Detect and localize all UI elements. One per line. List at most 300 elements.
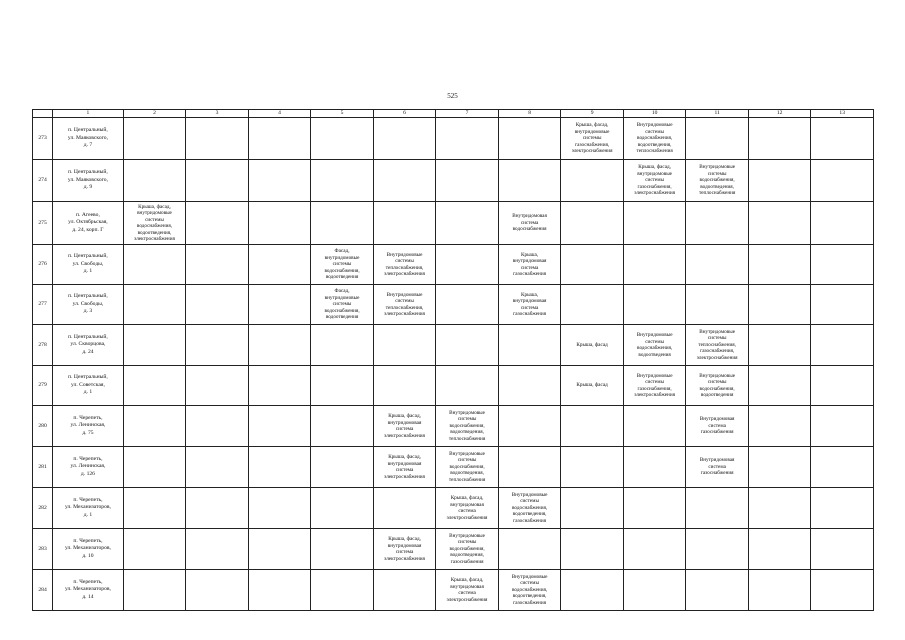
work-cell-col-3: [186, 118, 249, 160]
column-header-2: 2: [123, 110, 186, 118]
work-cell-col-2: [123, 202, 186, 245]
column-header-3: 3: [186, 110, 249, 118]
work-text-line: внутридомовые: [324, 294, 360, 301]
work-cell-col-11: [686, 160, 749, 202]
work-text-line: водоснабжения,: [699, 385, 735, 392]
work-text-line: Внутридомовая: [699, 457, 735, 464]
work-text-line: Внутридомовые: [511, 491, 548, 498]
work-cell-col-9: [561, 285, 624, 325]
work-text-line: системы: [145, 216, 164, 223]
work-text-line: водоотведения,: [700, 183, 734, 190]
work-text-line: водоснабжения: [512, 226, 547, 233]
work-cell-col-6: [373, 202, 436, 245]
table-row: [33, 447, 874, 488]
work-cell-col-7: [436, 529, 499, 570]
table-row: [33, 160, 874, 202]
work-text-line: водоснабжения,: [512, 504, 548, 511]
address-line: п. Центральный,: [68, 374, 108, 381]
work-cell-col-12: [748, 118, 811, 160]
work-cell-col-8: [498, 285, 561, 325]
work-cell-col-8: [498, 570, 561, 611]
work-text-line: Крыша, фасад: [576, 382, 608, 389]
work-text-line: водоснабжения,: [449, 545, 485, 552]
address-line: ул. Скворцова,: [70, 341, 106, 348]
address-cell: [53, 325, 124, 366]
column-header-6: 6: [373, 110, 436, 118]
address-line: д. 7: [83, 142, 93, 149]
work-text-line: Крыша, фасад,: [575, 122, 609, 129]
work-text-line: водоотведения: [638, 351, 671, 358]
address-line: п. Агеево,: [76, 211, 100, 218]
table-row: [33, 245, 874, 285]
work-cell-col-13: [811, 325, 874, 366]
work-cell-col-4: [248, 366, 311, 406]
table-body: [33, 118, 874, 611]
work-cell-col-6: [373, 406, 436, 447]
work-text-line: водоснабжения,: [512, 586, 548, 593]
work-cell-col-13: [811, 447, 874, 488]
work-text-line: водоснабжения,: [699, 177, 735, 184]
work-cell-col-6: [373, 366, 436, 406]
address-line: д. 9: [83, 184, 93, 191]
address-line: п. Черепеть,: [73, 537, 103, 544]
work-cell-col-11: [686, 406, 749, 447]
work-text-line: системы: [645, 379, 664, 385]
address-line: п. Центральный,: [68, 333, 108, 340]
work-text-line: системы: [582, 135, 602, 142]
work-text-line: водоотведения,: [450, 429, 484, 436]
work-cell-col-4: [248, 245, 311, 285]
work-text-line: Внутридомовые: [699, 328, 736, 335]
work-text-line: газоснабжения: [513, 599, 546, 606]
work-cell-col-5: [311, 325, 374, 366]
work-text-line: система: [520, 264, 539, 271]
work-text-line: водоснабжения,: [324, 267, 360, 274]
address-line: п. Черепеть,: [73, 496, 103, 503]
work-cell-col-8: [498, 325, 561, 366]
work-text-line: Внутридомовые: [636, 332, 673, 338]
address-cell: [53, 160, 124, 202]
column-header-12: 12: [748, 110, 811, 118]
row-number: 281: [33, 447, 53, 488]
column-header-13: 13: [811, 110, 874, 118]
work-text-line: электроснабжения: [696, 354, 738, 361]
address-cell: [53, 447, 124, 488]
address-line: ул. Свободы,: [72, 260, 104, 267]
work-cell-col-3: [186, 160, 249, 202]
work-cell-col-4: [248, 118, 311, 160]
work-cell-col-9: [561, 488, 624, 529]
column-header-4: 4: [248, 110, 311, 118]
work-cell-col-6: [373, 447, 436, 488]
work-cell-col-2: [123, 529, 186, 570]
work-text-line: Внутридомовые: [636, 372, 673, 379]
table-row: [33, 570, 874, 611]
address-line: ул. Механизаторов,: [64, 586, 111, 593]
work-cell-col-8: [498, 447, 561, 488]
work-text-line: Крыша, фасад,: [388, 536, 421, 542]
work-cell-col-2: [123, 488, 186, 529]
work-cell-col-11: [686, 488, 749, 529]
address-line: д. 126: [80, 470, 95, 477]
work-text-line: системы: [395, 258, 414, 264]
work-cell-col-8: [498, 406, 561, 447]
work-cell-col-8: [498, 160, 561, 202]
work-cell-col-8: [498, 118, 561, 160]
work-cell-col-5: [311, 447, 374, 488]
work-cell-col-13: [811, 570, 874, 611]
work-cell-col-2: [123, 160, 186, 202]
table-row: [33, 202, 874, 245]
work-text-line: Внутридомовая: [512, 213, 547, 220]
work-cell-col-12: [748, 160, 811, 202]
work-cell-col-10: [623, 160, 686, 202]
address-line: п. Черепеть,: [73, 414, 103, 421]
work-cell-col-4: [248, 406, 311, 447]
work-text-line: системы: [707, 170, 727, 177]
work-cell-col-7: [436, 366, 499, 406]
work-text-line: теплоснабжения: [448, 476, 486, 483]
work-cell-col-9: [561, 160, 624, 202]
work-cell-col-3: [186, 447, 249, 488]
work-text-line: системы: [645, 128, 664, 135]
address-line: п. Черепеть,: [73, 455, 103, 462]
work-cell-col-2: [123, 285, 186, 325]
address-cell: [53, 529, 124, 570]
work-cell-col-10: [623, 488, 686, 529]
work-text-line: Крыша,: [521, 251, 539, 258]
work-cell-col-5: [311, 529, 374, 570]
work-cell-col-10: [623, 570, 686, 611]
work-cell-col-11: [686, 245, 749, 285]
work-cell-col-5: [311, 570, 374, 611]
work-cell-col-8: [498, 488, 561, 529]
work-text-line: теплоснабжения,: [385, 264, 424, 271]
work-text-line: водоотведения,: [137, 229, 172, 236]
work-cell-col-5: [311, 285, 374, 325]
work-cell-col-12: [748, 285, 811, 325]
work-cell-col-9: [561, 447, 624, 488]
work-text-line: водоснабжения,: [136, 223, 173, 229]
work-cell-col-11: [686, 570, 749, 611]
work-text-line: системы: [332, 261, 352, 268]
address-line: д. 24: [82, 348, 94, 355]
work-cell-col-10: [623, 202, 686, 245]
work-cell-col-7: [436, 406, 499, 447]
work-text-line: газоснабжения: [513, 311, 546, 317]
work-text-line: Крыша, фасад,: [450, 495, 484, 501]
address-line: д. 1: [83, 511, 93, 518]
work-text-line: системы: [707, 379, 727, 385]
row-number: 280: [33, 406, 53, 447]
work-text-line: Внутридомовые: [699, 372, 736, 379]
work-text-line: электроснабжения: [384, 473, 425, 480]
work-text-line: внутридомовые: [637, 170, 672, 177]
work-text-line: Внутридомовые: [449, 532, 485, 539]
work-cell-col-9: [561, 202, 624, 245]
row-number: 284: [33, 570, 53, 611]
work-cell-col-5: [311, 366, 374, 406]
work-cell-col-12: [748, 202, 811, 245]
work-text-line: водоотведения: [325, 314, 359, 321]
table-row: [33, 118, 874, 160]
work-text-line: внутридомовые: [137, 210, 172, 216]
column-header-8: 8: [498, 110, 561, 118]
work-cell-col-5: [311, 160, 374, 202]
work-text-line: Внутридомовые: [386, 291, 423, 298]
work-text-line: Внутридомовые: [449, 450, 485, 457]
work-text-line: газоснабжения: [513, 271, 546, 277]
address-line: ул. Маяковского,: [67, 134, 108, 141]
work-text-line: электроснабжения: [446, 514, 488, 521]
work-text-line: Крыша, фасад,: [138, 203, 171, 210]
work-cell-col-10: [623, 406, 686, 447]
work-cell-col-13: [811, 488, 874, 529]
address-line: д. 14: [82, 593, 94, 600]
work-text-line: система: [395, 549, 414, 555]
address-cell: [53, 488, 124, 529]
work-cell-col-11: [686, 366, 749, 406]
work-text-line: Фасад,: [334, 248, 350, 255]
work-cell-col-9: [561, 529, 624, 570]
work-text-line: водоотведения,: [512, 593, 547, 600]
work-text-line: электроснабжения: [384, 271, 425, 277]
work-text-line: Фасад,: [334, 288, 350, 295]
work-text-line: системы: [395, 298, 414, 304]
work-text-line: водоотведения,: [512, 511, 547, 518]
work-cell-col-6: [373, 570, 436, 611]
work-text-line: водоснабжения,: [449, 422, 485, 429]
work-cell-col-3: [186, 406, 249, 447]
address-line: д. 24, корп. Г: [72, 226, 104, 233]
work-cell-col-6: [373, 160, 436, 202]
row-number: 273: [33, 118, 53, 160]
address-line: д. 10: [82, 552, 94, 559]
work-text-line: водоотведения,: [450, 552, 484, 559]
work-cell-col-11: [686, 447, 749, 488]
column-header-5: 5: [311, 110, 374, 118]
work-text-line: водоснабжения,: [637, 135, 673, 142]
work-text-line: газоснабжения,: [637, 385, 672, 392]
address-line: п. Центральный,: [68, 169, 108, 176]
work-cell-col-6: [373, 118, 436, 160]
row-number: 275: [33, 202, 53, 245]
work-text-line: система: [458, 590, 476, 596]
table-row: [33, 366, 874, 406]
work-cell-col-2: [123, 447, 186, 488]
work-cell-col-7: [436, 118, 499, 160]
work-text-line: Внутридомовая: [699, 416, 735, 423]
work-cell-col-3: [186, 325, 249, 366]
work-cell-col-4: [248, 160, 311, 202]
work-text-line: газоснабжения: [450, 558, 484, 565]
row-number: 274: [33, 160, 53, 202]
address-line: ул. Механизаторов,: [64, 545, 111, 552]
address-line: ул. Свободы,: [72, 300, 104, 307]
work-cell-col-12: [748, 325, 811, 366]
work-cell-col-9: [561, 245, 624, 285]
work-text-line: электроснабжения: [384, 432, 425, 439]
work-cell-col-4: [248, 488, 311, 529]
work-text-line: внутридомовые: [574, 128, 610, 135]
table-row: [33, 406, 874, 447]
work-cell-col-7: [436, 285, 499, 325]
work-text-line: водоотведения: [325, 274, 359, 281]
address-cell: [53, 285, 124, 325]
work-text-line: система: [395, 426, 414, 432]
work-cell-col-13: [811, 245, 874, 285]
work-text-line: система: [458, 508, 476, 514]
work-text-line: электроснабжения: [384, 555, 425, 562]
work-cell-col-7: [436, 202, 499, 245]
work-text-line: системы: [332, 301, 352, 308]
address-line: д. 75: [82, 429, 94, 436]
work-text-line: внутридомовая: [387, 419, 422, 426]
work-text-line: Крыша,: [521, 291, 539, 298]
work-cell-col-4: [248, 529, 311, 570]
work-cell-col-5: [311, 488, 374, 529]
work-text-line: Внутридомовые: [699, 164, 736, 171]
work-cell-col-6: [373, 245, 436, 285]
column-header-10: 10: [623, 110, 686, 118]
address-line: д. 1: [83, 389, 93, 396]
row-number: 277: [33, 285, 53, 325]
work-cell-col-11: [686, 285, 749, 325]
work-cell-col-10: [623, 366, 686, 406]
work-cell-col-8: [498, 529, 561, 570]
table-row: [33, 325, 874, 366]
row-number: 278: [33, 325, 53, 366]
address-cell: [53, 118, 124, 160]
work-cell-col-8: [498, 245, 561, 285]
work-text-line: водоснабжения,: [637, 345, 673, 351]
address-cell: [53, 570, 124, 611]
work-cell-col-11: [686, 325, 749, 366]
work-text-line: система: [520, 219, 539, 226]
work-text-line: Крыша, фасад,: [388, 454, 421, 460]
work-text-line: водоснабжения,: [324, 307, 360, 314]
work-cell-col-13: [811, 366, 874, 406]
work-cell-col-7: [436, 570, 499, 611]
work-text-line: водоотведения: [700, 392, 734, 398]
work-cell-col-3: [186, 245, 249, 285]
work-text-line: газоснабжения,: [637, 183, 672, 190]
work-cell-col-2: [123, 325, 186, 366]
work-text-line: газоснабжения: [700, 429, 734, 436]
work-cell-col-13: [811, 529, 874, 570]
work-cell-col-13: [811, 202, 874, 245]
work-text-line: Внутридомовые: [636, 122, 673, 129]
column-header-11: 11: [686, 110, 749, 118]
work-cell-col-2: [123, 406, 186, 447]
work-text-line: внутридомовая: [387, 460, 422, 467]
work-cell-col-7: [436, 245, 499, 285]
address-cell: [53, 245, 124, 285]
work-text-line: электроснабжения: [446, 596, 488, 603]
work-cell-col-3: [186, 570, 249, 611]
work-cell-col-13: [811, 160, 874, 202]
work-cell-col-10: [623, 447, 686, 488]
work-cell-col-7: [436, 488, 499, 529]
work-text-line: внутридомовая: [450, 583, 484, 590]
work-cell-col-5: [311, 406, 374, 447]
work-text-line: системы: [457, 539, 477, 546]
work-cell-col-12: [748, 406, 811, 447]
address-line: п. Центральный,: [68, 293, 108, 300]
work-cell-col-2: [123, 245, 186, 285]
work-text-line: теплоснабжения,: [385, 304, 424, 311]
work-cell-col-7: [436, 325, 499, 366]
work-cell-col-5: [311, 118, 374, 160]
work-text-line: системы: [520, 498, 539, 505]
work-text-line: системы: [520, 580, 539, 587]
work-text-line: водоснабжения,: [449, 463, 485, 470]
row-number: 282: [33, 488, 53, 529]
work-cell-col-4: [248, 447, 311, 488]
work-text-line: внутридомовые: [324, 254, 360, 261]
work-text-line: электроснабжения: [634, 392, 675, 398]
work-cell-col-3: [186, 529, 249, 570]
address-line: ул. Ленинская,: [70, 422, 106, 429]
work-text-line: газоснабжения: [700, 470, 734, 477]
work-cell-col-7: [436, 160, 499, 202]
work-cell-col-4: [248, 285, 311, 325]
work-cell-col-11: [686, 118, 749, 160]
address-line: ул. Октябрьская,: [68, 219, 108, 226]
table-row: [33, 285, 874, 325]
work-cell-col-10: [623, 325, 686, 366]
work-cell-col-2: [123, 366, 186, 406]
row-number: 283: [33, 529, 53, 570]
work-cell-col-13: [811, 406, 874, 447]
work-cell-col-12: [748, 529, 811, 570]
work-cell-col-9: [561, 118, 624, 160]
column-header-9: 9: [561, 110, 624, 118]
work-cell-col-4: [248, 325, 311, 366]
work-cell-col-7: [436, 447, 499, 488]
work-text-line: электроснабжения: [384, 311, 425, 317]
work-cell-col-8: [498, 366, 561, 406]
work-cell-col-11: [686, 202, 749, 245]
address-cell: [53, 202, 124, 245]
work-cell-col-9: [561, 366, 624, 406]
page-number: 525: [447, 92, 458, 100]
table-row: [33, 488, 874, 529]
address-line: д. 3: [83, 308, 93, 315]
work-cell-col-12: [748, 447, 811, 488]
work-cell-col-3: [186, 285, 249, 325]
work-cell-col-9: [561, 406, 624, 447]
work-text-line: Внутридомовые: [511, 573, 548, 580]
work-cell-col-12: [748, 245, 811, 285]
work-cell-col-11: [686, 529, 749, 570]
work-text-line: теплоснабжения: [636, 148, 673, 155]
work-cell-col-10: [623, 118, 686, 160]
work-cell-col-2: [123, 118, 186, 160]
work-cell-col-10: [623, 285, 686, 325]
work-text-line: системы: [645, 338, 664, 345]
work-text-line: электроснабжения: [634, 190, 675, 197]
address-line: д. 1: [83, 268, 93, 275]
header-cell-blank: [33, 110, 53, 118]
work-text-line: системы: [707, 335, 727, 342]
work-text-line: газоснабжения,: [700, 348, 735, 355]
row-number: 276: [33, 245, 53, 285]
work-cell-col-6: [373, 488, 436, 529]
work-text-line: система: [708, 463, 726, 470]
work-cell-col-4: [248, 570, 311, 611]
work-text-line: Крыша, фасад,: [450, 577, 484, 583]
